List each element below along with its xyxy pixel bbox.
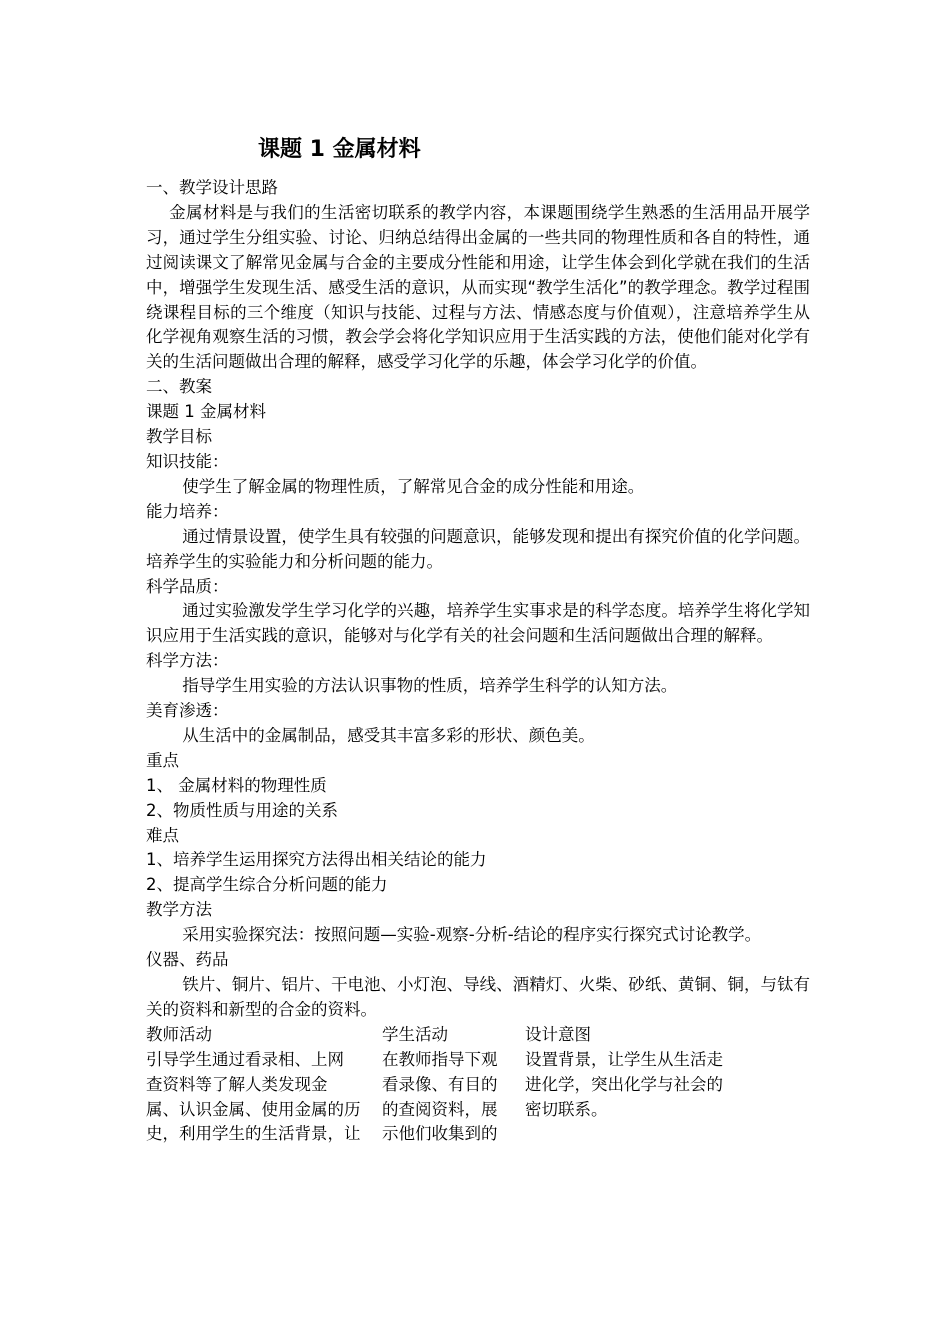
document-title: 课题 1 金属材料 (258, 137, 421, 162)
teaching-method-text: 采用实验探究法：按照问题—实验-观察-分析-结论的程序实行探究式讨论教学。 (182, 925, 762, 945)
equipment-text: 铁片、铜片、铝片、干电池、小灯泡、导线、酒精灯、火柴、砂纸、黄铜、铜，与钛有关的资料和新型的合金的资料。 (146, 975, 810, 1019)
cell-line: 进化学，突出化学与社会的 (525, 1074, 723, 1094)
header-teacher-activity: 教师活动 (146, 1024, 212, 1044)
method-label: 科学方法： (146, 651, 229, 671)
key-points-heading: 重点 (146, 750, 179, 770)
cell-line: 看录像、有目的 (382, 1074, 498, 1094)
teaching-method-heading: 教学方法 (146, 900, 212, 920)
key-point-item: 1、 金属材料的物理性质 (146, 775, 327, 795)
knowledge-label: 知识技能： (146, 451, 229, 471)
ability-text: 通过情景设置，使学生具有较强的问题意识，能够发现和提出有探究价值的化学问题。培养学生的实验能力和分析问题的能力。 (146, 526, 810, 571)
section-heading-design: 一、教学设计思路 (146, 178, 278, 197)
difficult-points-heading: 难点 (146, 825, 179, 845)
document-body (146, 176, 810, 1147)
method-text: 指导学生用实验的方法认识事物的性质，培养学生科学的认知方法。 (182, 676, 678, 696)
student-activity-cell (382, 1048, 525, 1148)
aesthetic-label: 美育渗透： (146, 701, 229, 721)
aesthetic-text: 从生活中的金属制品，感受其丰富多彩的形状、颜色美。 (182, 725, 595, 745)
design-intent-cell (525, 1048, 755, 1148)
cell-line: 史，利用学生的生活背景，让 (146, 1124, 361, 1144)
table-header-row (146, 1023, 810, 1048)
table-row (146, 1048, 810, 1148)
cell-line: 查资料等了解人类发现金 (146, 1074, 328, 1094)
difficult-point-item: 2、提高学生综合分析问题的能力 (146, 875, 388, 895)
cell-line: 密切联系。 (525, 1099, 608, 1119)
quality-label: 科学品质： (146, 576, 229, 596)
knowledge-text: 使学生了解金属的物理性质，了解常见合金的成分性能和用途。 (182, 476, 645, 496)
header-student-activity: 学生活动 (382, 1024, 448, 1044)
cell-line: 的查阅资料，展 (382, 1099, 498, 1119)
cell-line: 设置背景，让学生从生活走 (525, 1049, 723, 1069)
cell-line: 引导学生通过看录相、上网 (146, 1049, 344, 1069)
teacher-activity-cell (146, 1048, 382, 1148)
quality-text: 通过实验激发学生学习化学的兴趣，培养学生实事求是的科学态度。培养学生将化学知识应用于生活实践的意识，能够对与化学有关的社会问题和生活问题做出合理的解释。 (146, 601, 810, 646)
key-point-item: 2、物质性质与用途的关系 (146, 800, 338, 820)
cell-line: 示他们收集到的 (382, 1124, 498, 1144)
lesson-title: 课题 1 金属材料 (146, 402, 266, 422)
cell-line: 在教师指导下观 (382, 1049, 498, 1069)
ability-label: 能力培养： (146, 501, 229, 521)
design-paragraph: 金属材料是与我们的生活密切联系的教学内容，本课题围绕学生熟悉的生活用品开展学习，通过学生分组实验、讨论、归纳总结得出金属的一些共同的物理性质和各自的特性，通过阅读课文了解常见金属与合金的主要成分性能和用途，让学生体会到化学就在我们的生活中，增强学生发现生活、感受生活的意识，从而实现“教学生活化”的教学理念。教学过程围绕课程目标的三个维度（知识与技能、过程与方法、情感态度与价值观），注意培养学生从化学视角观察生活的习惯，教会学会将化学知识应用于生活实践的方法，使他们能对化学有关的生活问题做出合理的解释，感受学习化学的乐趣，体会学习化学的价值。 (146, 202, 810, 372)
activity-table (146, 1023, 810, 1148)
header-design-intent: 设计意图 (525, 1024, 591, 1044)
section-heading-plan: 二、教案 (146, 377, 212, 397)
difficult-point-item: 1、培养学生运用探究方法得出相关结论的能力 (146, 850, 487, 870)
goals-heading: 教学目标 (146, 427, 212, 447)
equipment-heading: 仪器、药品 (146, 950, 229, 970)
cell-line: 属、认识金属、使用金属的历 (146, 1099, 361, 1119)
